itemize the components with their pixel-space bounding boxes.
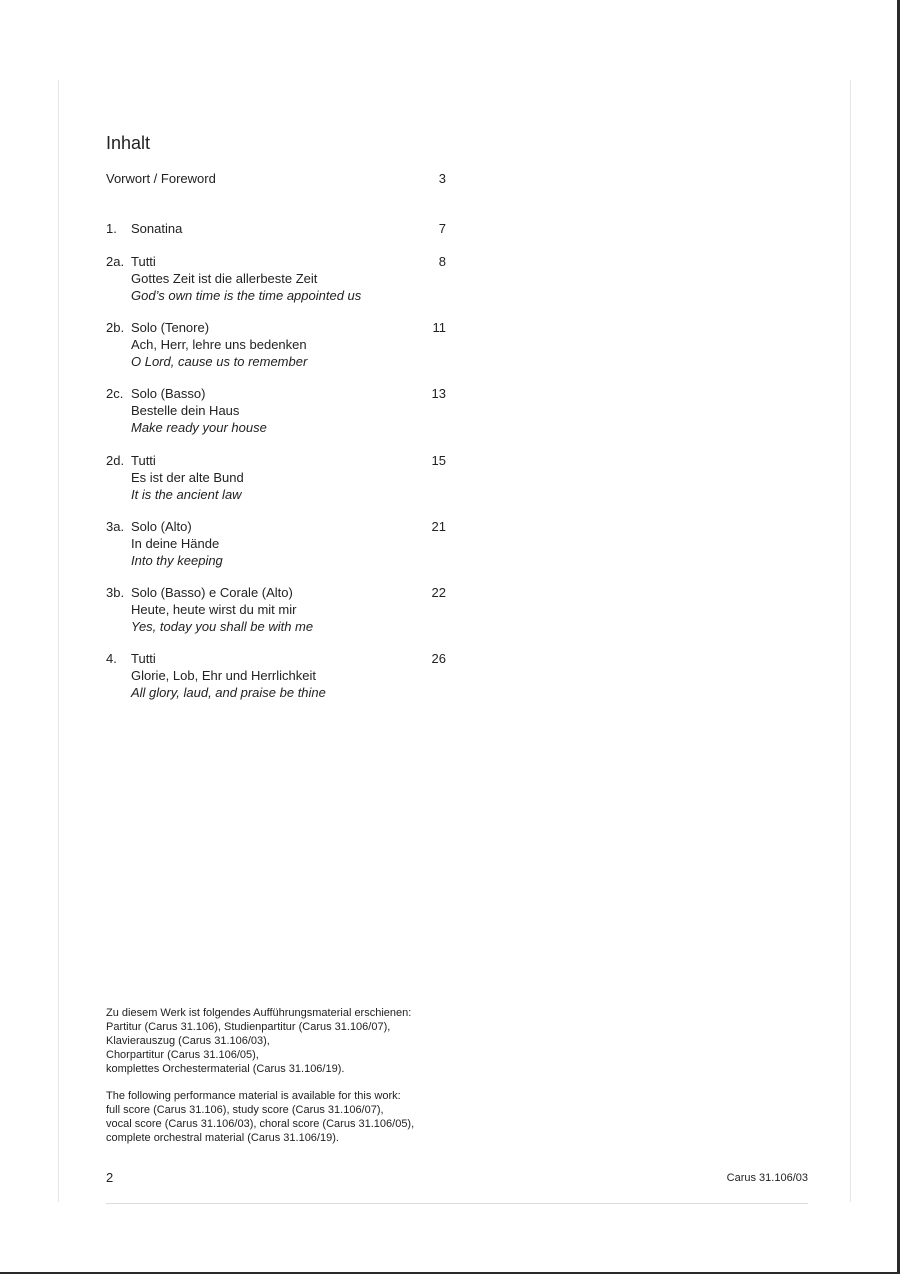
toc-entry-2c[interactable] — [106, 385, 446, 436]
toc-entry-3a[interactable] — [106, 518, 446, 569]
toc-entry-title: Sonatina — [131, 221, 183, 236]
toc-entry-english-text: Make ready your house — [131, 420, 267, 435]
toc-entry-number: 4. — [106, 651, 117, 666]
material-line: full score (Carus 31.106), study score (Carus 31.106/07), — [106, 1104, 384, 1116]
toc-entry-german-text: Glorie, Lob, Ehr und Herrlichkeit — [131, 668, 316, 683]
toc-entry-number: 3b. — [106, 585, 125, 600]
page-border-right — [850, 80, 851, 1202]
toc-entry-german-text: Bestelle dein Haus — [131, 403, 240, 418]
page-border-left — [58, 80, 59, 1202]
toc-entry-page: 8 — [438, 254, 446, 269]
toc-entry-page: 11 — [432, 320, 446, 335]
toc-entry-english-text: All glory, laud, and praise be thine — [131, 685, 326, 700]
toc-entry-german-text: In deine Hände — [131, 536, 220, 551]
material-line: Klavierauszug (Carus 31.106/03), — [106, 1035, 270, 1047]
footer-rule — [106, 1203, 808, 1204]
toc-entry-page: 7 — [438, 221, 446, 236]
page-title: Inhalt — [106, 133, 151, 153]
toc-entry-scoring: Solo (Tenore) — [131, 320, 210, 335]
toc-entry-scoring: Tutti — [131, 651, 156, 666]
toc-entry-3b[interactable] — [106, 584, 446, 635]
material-line: komplettes Orchestermaterial (Carus 31.106/19). — [106, 1063, 345, 1075]
toc-entry-number: 3a. — [106, 519, 125, 534]
toc-entry-page: 21 — [431, 519, 446, 534]
toc-entry-english-text: God’s own time is the time appointed us — [131, 288, 362, 303]
performance-material-english — [106, 1089, 466, 1145]
toc-entry-2d[interactable] — [106, 452, 446, 503]
toc-entry-english-text: Into thy keeping — [131, 553, 223, 568]
material-line: vocal score (Carus 31.106/03), choral score (Carus 31.106/05), — [106, 1118, 415, 1130]
catalog-number: Carus 31.106/03 — [726, 1172, 808, 1184]
material-line: complete orchestral material (Carus 31.106/19). — [106, 1132, 339, 1144]
toc-entry-1[interactable] — [106, 220, 446, 237]
toc-foreword-label: Vorwort / Foreword — [106, 171, 216, 186]
toc-entry-page: 15 — [431, 453, 446, 468]
material-line: Chorpartitur (Carus 31.106/05), — [106, 1049, 259, 1061]
toc-entry-2b[interactable] — [106, 319, 446, 370]
toc-entry-english-text: It is the ancient law — [131, 487, 242, 502]
toc-entry-scoring: Solo (Basso) e Corale (Alto) — [131, 585, 293, 600]
toc-entry-page: 22 — [431, 585, 446, 600]
toc-entry-4[interactable] — [106, 650, 446, 701]
toc-entry-scoring: Tutti — [131, 254, 156, 269]
toc-entry-scoring: Solo (Basso) — [131, 386, 206, 401]
toc-foreword-page: 3 — [438, 171, 446, 186]
toc-entry-number: 2d. — [106, 453, 125, 468]
toc-entry-german-text: Ach, Herr, lehre uns bedenken — [131, 337, 307, 352]
toc-entry-german-text: Es ist der alte Bund — [131, 470, 244, 485]
toc-entry-german-text: Heute, heute wirst du mit mir — [131, 602, 297, 617]
toc-entry-number: 2a. — [106, 254, 125, 269]
material-line: Zu diesem Werk ist folgendes Aufführungsmaterial erschienen: — [106, 1007, 412, 1019]
page-number: 2 — [106, 1170, 114, 1185]
toc-entry-english-text: Yes, today you shall be with me — [131, 619, 314, 634]
performance-material-german — [106, 1006, 466, 1076]
toc-entry-page: 26 — [431, 651, 446, 666]
material-line: Partitur (Carus 31.106), Studienpartitur (Carus 31.106/07), — [106, 1021, 391, 1033]
toc-entry-2a[interactable] — [106, 253, 446, 304]
toc-foreword[interactable] — [106, 171, 446, 188]
toc-entry-german-text: Gottes Zeit ist die allerbeste Zeit — [131, 271, 318, 286]
toc-entry-number: 1. — [106, 221, 117, 236]
toc-entry-page: 13 — [431, 386, 446, 401]
toc-entry-number: 2c. — [106, 386, 124, 401]
toc-entry-english-text: O Lord, cause us to remember — [131, 354, 308, 369]
material-line: The following performance material is available for this work: — [106, 1090, 401, 1102]
toc-entry-number: 2b. — [106, 320, 125, 335]
toc-entry-scoring: Solo (Alto) — [131, 519, 192, 534]
toc-entry-scoring: Tutti — [131, 453, 156, 468]
